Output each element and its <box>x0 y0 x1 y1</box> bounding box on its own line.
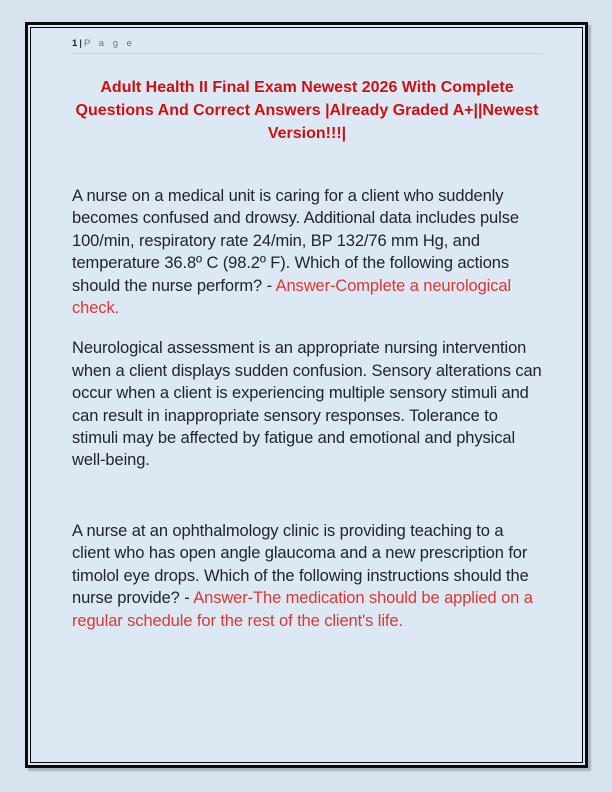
page-number: 1 <box>72 38 79 49</box>
answer-text-2: Answer-The medication should be applied on a regular schedule for the rest of the client's life. <box>72 589 533 630</box>
page-border-frame <box>25 22 588 768</box>
header-rule <box>72 53 542 54</box>
question-paragraph-1 <box>72 185 542 319</box>
page-header <box>72 37 542 50</box>
document-title: Adult Health II Final Exam Newest 2026 With Complete Questions And Correct Answers |Already Graded A+||Newest Version!!!| <box>75 79 539 142</box>
question-text-2: A nurse at an ophthalmology clinic is providing teaching to a client who has open angle glaucoma and a new prescription for timolol eye drops. Which of the following instructions should the nurse provide? - <box>72 521 529 608</box>
answer-text-1: Answer-Complete a neurological check. <box>72 276 512 318</box>
paragraph-spacer <box>72 490 542 520</box>
question-paragraph-2 <box>72 520 542 632</box>
question-text-1: A nurse on a medical unit is caring for a client who suddenly becomes confused and drowsy. Additional data includes pulse 100/min, respiratory rate 24/min, BP 132/76 mm Hg, and temperature 36.8º C (98.2º F). Which of the following actions should the nurse perform? - <box>72 187 519 295</box>
document-page <box>30 27 583 763</box>
header-page-label: P a g e <box>83 38 135 49</box>
header-separator: | <box>79 38 82 49</box>
rationale-text: Neurological assessment is an appropriate nursing intervention when a client displays sudden confusion. Sensory alterations can occur when a client is experiencing multiple sensory stimuli and can result in inappropriate sensory responses. Tolerance to stimuli may be affected by fatigue and emotional and physical well-being. <box>72 339 542 470</box>
rationale-paragraph <box>72 337 542 471</box>
